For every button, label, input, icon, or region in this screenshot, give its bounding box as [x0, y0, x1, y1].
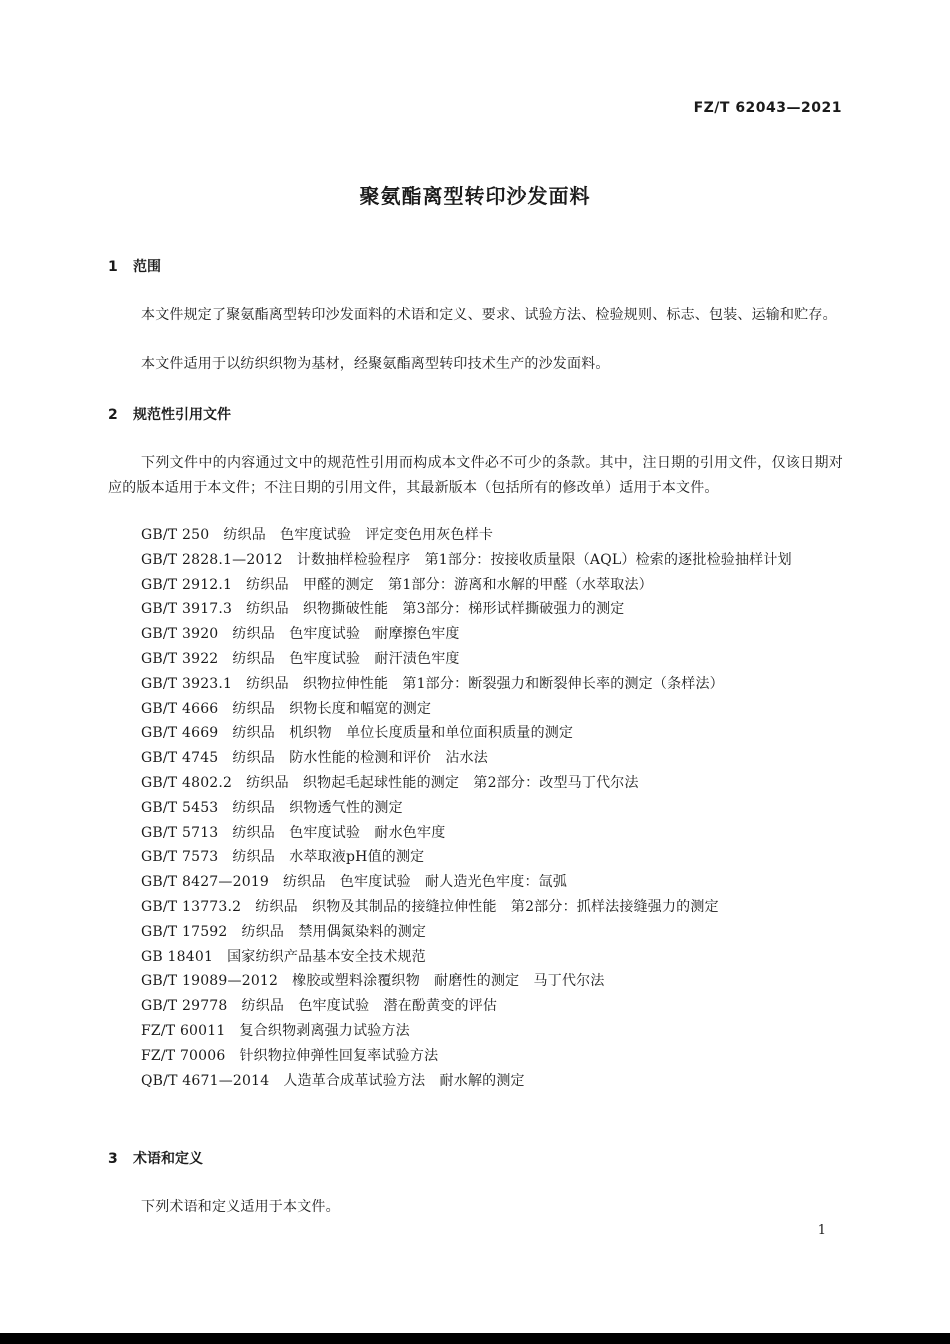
standard-code: FZ/T 62043—2021	[693, 100, 842, 116]
reference-code: GB/T 17592	[141, 923, 228, 940]
reference-code: GB/T 3923.1	[141, 675, 233, 692]
reference-code: GB/T 4802.2	[141, 774, 233, 791]
reference-item	[108, 672, 843, 697]
reference-code: GB/T 13773.2	[141, 898, 242, 915]
reference-title: 纺织品 色牢度试验 耐人造光色牢度：氙弧	[283, 874, 568, 891]
reference-item	[108, 796, 843, 821]
document-title: 聚氨酯离型转印沙发面料	[359, 184, 591, 208]
reference-title: 纺织品 织物及其制品的接缝拉伸性能 第2部分：抓样法接缝强力的测定	[255, 898, 719, 915]
page-number: 1	[817, 1223, 826, 1238]
section-heading-normative-references	[108, 404, 231, 424]
reference-code: GB/T 7573	[141, 849, 219, 866]
reference-code: GB/T 4666	[141, 700, 219, 717]
section-number: 1	[108, 259, 118, 275]
reference-item	[108, 821, 843, 846]
reference-title: 人造革合成革试验方法 耐水解的测定	[283, 1072, 525, 1089]
reference-title: 纺织品 织物起毛起球性能的测定 第2部分：改型马丁代尔法	[246, 774, 639, 791]
reference-title: 纺织品 色牢度试验 潜在酚黄变的评估	[241, 998, 498, 1015]
reference-item	[108, 945, 843, 970]
scope-paragraph: 本文件规定了聚氨酯离型转印沙发面料的术语和定义、要求、试验方法、检验规则、标志、包装、运输和贮存。	[141, 307, 837, 323]
reference-title: 纺织品 水萃取液pH值的测定	[232, 849, 425, 866]
reference-title: 纺织品 色牢度试验 评定变色用灰色样卡	[223, 527, 494, 543]
reference-title: 纺织品 织物透气性的测定	[232, 799, 403, 816]
reference-code: GB/T 250	[141, 527, 210, 543]
reference-code: GB/T 3922	[141, 650, 219, 667]
section-title: 规范性引用文件	[133, 407, 231, 423]
reference-code: FZ/T 60011	[141, 1022, 226, 1039]
reference-item	[108, 697, 843, 722]
reference-list	[108, 523, 843, 1093]
section-heading-terms	[108, 1148, 203, 1168]
reference-title: 纺织品 防水性能的检测和评价 沾水法	[232, 750, 489, 767]
reference-title: 复合织物剥离强力试验方法	[239, 1022, 410, 1039]
reference-code: GB/T 4745	[141, 750, 219, 767]
reference-title: 纺织品 织物撕破性能 第3部分：梯形试样撕破强力的测定	[246, 601, 625, 618]
reference-code: GB/T 29778	[141, 998, 228, 1015]
reference-title: 纺织品 色牢度试验 耐水色牢度	[232, 824, 446, 841]
reference-title: 纺织品 机织物 单位长度质量和单位面积质量的测定	[232, 725, 574, 742]
reference-item	[108, 994, 843, 1019]
section-title: 术语和定义	[133, 1151, 203, 1167]
reference-item	[108, 969, 843, 994]
reference-item	[108, 548, 843, 573]
reference-title: 纺织品 织物长度和幅宽的测定	[232, 700, 432, 717]
section-number: 3	[108, 1151, 118, 1167]
reference-code: QB/T 4671—2014	[141, 1072, 270, 1089]
reference-code: GB 18401	[141, 948, 214, 965]
reference-title: 纺织品 甲醛的测定 第1部分：游离和水解的甲醛（水萃取法）	[246, 576, 653, 593]
reference-code: GB/T 2828.1—2012	[141, 551, 283, 568]
reference-code: GB/T 5713	[141, 824, 219, 841]
section-title: 范围	[133, 259, 161, 275]
reference-title: 纺织品 织物拉伸性能 第1部分：断裂强力和断裂伸长率的测定（条样法）	[246, 675, 724, 692]
reference-item	[108, 920, 843, 945]
reference-item	[108, 845, 843, 870]
reference-title: 纺织品 色牢度试验 耐汗渍色牢度	[232, 650, 460, 667]
reference-title: 国家纺织产品基本安全技术规范	[227, 948, 426, 965]
reference-item	[108, 771, 843, 796]
reference-code: GB/T 3917.3	[141, 601, 233, 618]
section-number: 2	[108, 407, 118, 423]
reference-code: GB/T 4669	[141, 725, 219, 742]
reference-item	[108, 622, 843, 647]
reference-code: GB/T 8427—2019	[141, 874, 270, 891]
reference-item	[108, 746, 843, 771]
reference-title: 橡胶或塑料涂覆织物 耐磨性的测定 马丁代尔法	[292, 973, 605, 990]
references-intro-paragraph: 下列文件中的内容通过文中的规范性引用而构成本文件必不可少的条款。其中，注日期的引用文件，仅该日期对应的版本适用于本文件；不注日期的引用文件，其最新版本（包括所有的修改单）适用于本文件。	[108, 455, 843, 496]
reference-item	[108, 523, 843, 548]
reference-title: 针织物拉伸弹性回复率试验方法	[239, 1047, 439, 1064]
reference-code: GB/T 3920	[141, 626, 219, 643]
reference-item	[108, 895, 843, 920]
reference-title: 纺织品 禁用偶氮染料的测定	[241, 923, 427, 940]
reference-item	[108, 1044, 843, 1069]
applicability-paragraph: 本文件适用于以纺织织物为基材，经聚氨酯离型转印技术生产的沙发面料。	[141, 356, 610, 372]
page-bottom-bar	[0, 1333, 950, 1344]
reference-title: 纺织品 色牢度试验 耐摩擦色牢度	[232, 626, 460, 643]
reference-title: 计数抽样检验程序 第1部分：按接收质量限（AQL）检索的逐批检验抽样计划	[296, 551, 792, 568]
reference-code: FZ/T 70006	[141, 1047, 226, 1064]
reference-item	[108, 1069, 843, 1094]
reference-item	[108, 573, 843, 598]
reference-code: GB/T 5453	[141, 799, 219, 816]
section-heading-scope	[108, 256, 161, 276]
terms-intro-paragraph: 下列术语和定义适用于本文件。	[141, 1199, 340, 1215]
reference-item	[108, 1019, 843, 1044]
reference-item	[108, 647, 843, 672]
reference-code: GB/T 19089—2012	[141, 973, 279, 990]
reference-item	[108, 597, 843, 622]
reference-code: GB/T 2912.1	[141, 576, 233, 593]
reference-item	[108, 721, 843, 746]
reference-item	[108, 870, 843, 895]
